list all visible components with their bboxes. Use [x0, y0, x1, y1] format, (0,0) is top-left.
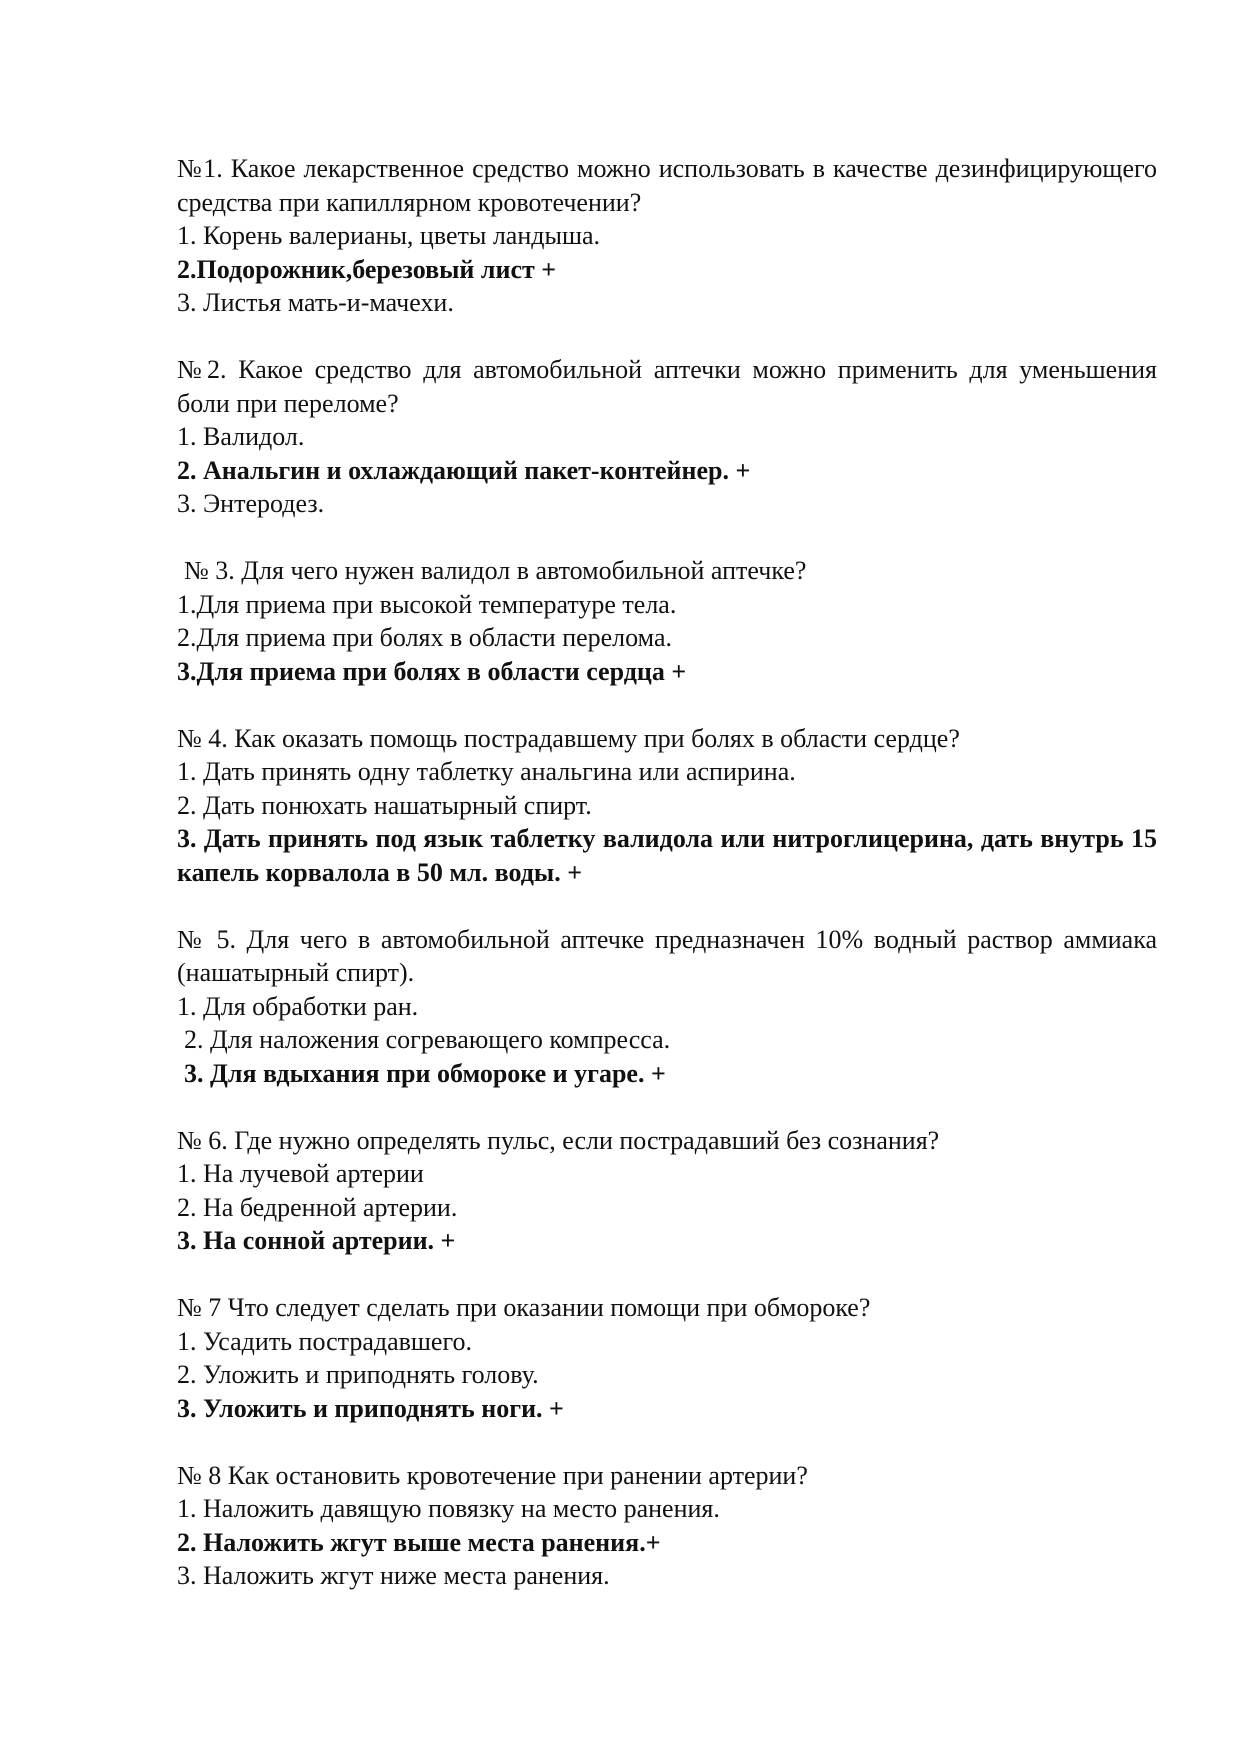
question-5 [177, 923, 1157, 1091]
question-text: № 4. Как оказать помощь пострадавшему при болях в области сердце? [177, 723, 960, 753]
correct-answer-option: 3. Уложить и приподнять ноги. + [177, 1393, 564, 1423]
answer-option: 2. Уложить и приподнять голову. [177, 1360, 539, 1389]
question-text: №2. Какое средство для автомобильной аптечки можно применить для уменьшения боли при переломе? [177, 355, 1157, 418]
correct-answer-option: 2. Анальгин и охлаждающий пакет-контейнер. + [177, 455, 751, 485]
correct-answer-option: 3. Дать принять под язык таблетку валидола или нитроглицерина, дать внутрь 15 капель корвалола в 50 мл. воды. + [177, 824, 1157, 887]
answer-option: 1. Наложить давящую повязку на место ранения. [177, 1494, 720, 1523]
question-3 [177, 554, 1157, 688]
question-text: № 8 Как остановить кровотечение при ранении артерии? [177, 1460, 808, 1490]
correct-answer-option: 3. На сонной артерии. + [177, 1226, 456, 1255]
answer-option: 2. Дать понюхать нашатырный спирт. [177, 790, 592, 820]
question-text: № 3. Для чего нужен валидол в автомобильной аптечке? [184, 556, 807, 585]
answer-option: 1. Валидол. [177, 422, 305, 451]
document-page [177, 152, 1157, 1626]
answer-option: 3. Энтеродез. [177, 489, 325, 518]
answer-option: 2. На бедренной артерии. [177, 1192, 458, 1222]
question-2 [177, 353, 1157, 521]
answer-option: 1. Усадить пострадавшего. [177, 1326, 472, 1356]
correct-answer-option: 3. Для вдыхания при обмороке и угаре. + [184, 1058, 666, 1088]
correct-answer-option: 2. Наложить жгут выше места ранения.+ [177, 1527, 661, 1557]
question-text: № 5. Для чего в автомобильной аптечке предназначен 10% водный раствор аммиака (нашатырный спирт). [177, 924, 1157, 987]
question-1 [177, 152, 1157, 320]
question-text: № 7 Что следует сделать при оказании помощи при обмороке? [177, 1293, 871, 1322]
correct-answer-option: 2.Подорожник,березовый лист + [177, 254, 557, 284]
answer-option: 2.Для приема при болях в области перелома. [177, 623, 672, 652]
question-7 [177, 1291, 1157, 1425]
answer-option: 2. Для наложения согревающего компресса. [184, 1025, 671, 1054]
answer-option: 1. На лучевой артерии [177, 1159, 424, 1188]
question-4 [177, 722, 1157, 890]
answer-option: 3. Наложить жгут ниже места ранения. [177, 1561, 610, 1590]
answer-option: 1. Для обработки ран. [177, 991, 419, 1021]
answer-option: 3. Листья мать-и-мачехи. [177, 288, 454, 317]
question-text: № 6. Где нужно определять пульс, если пострадавший без сознания? [177, 1125, 940, 1155]
answer-option: 1. Дать принять одну таблетку анальгина или аспирина. [177, 757, 796, 786]
correct-answer-option: 3.Для приема при болях в области сердца + [177, 656, 687, 686]
question-6 [177, 1124, 1157, 1258]
question-text: №1. Какое лекарственное средство можно использовать в качестве дезинфицирующего средства при капиллярном кровотечении? [177, 154, 1157, 217]
answer-option: 1.Для приема при высокой температуре тела. [177, 589, 677, 619]
answer-option: 1. Корень валерианы, цветы ландыша. [177, 221, 601, 250]
question-8 [177, 1459, 1157, 1593]
